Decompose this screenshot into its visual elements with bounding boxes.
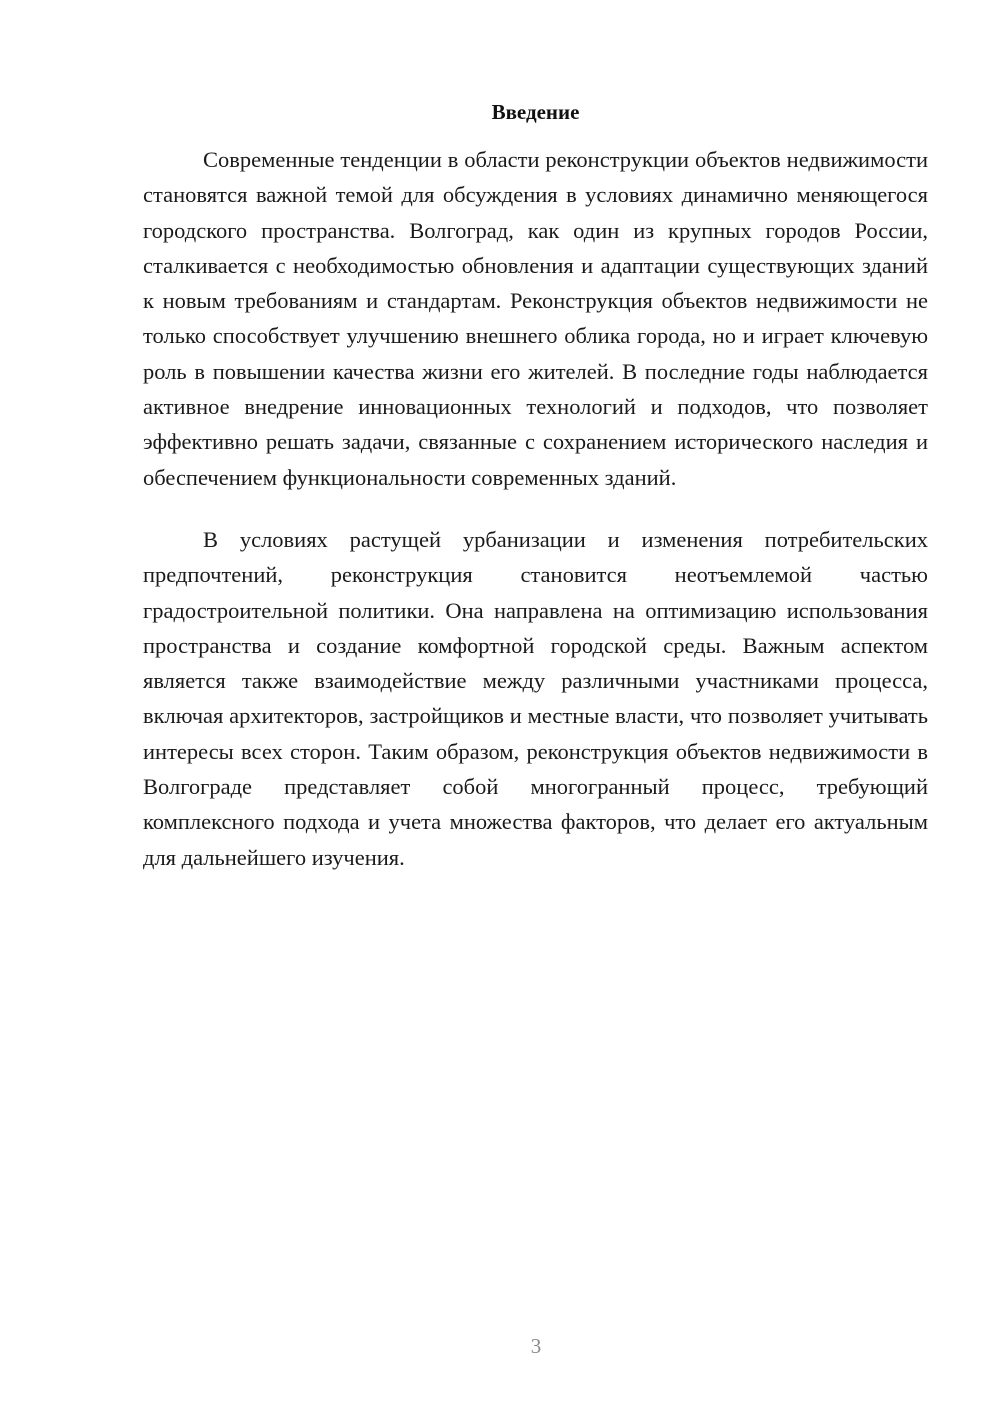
paragraph-2: В условиях растущей урбанизации и изменения потребительских предпочтений, реконструкция становится неотъемлемой частью градостроительной политики. Она направлена на оптимизацию использования пространства и создание комфортной городской среды. Важным аспектом является также взаимодействие между различными участниками процесса, включая архитекторов, застройщиков и местные власти, что позволяет учитывать интересы всех сторон. Таким образом, реконструкция объектов недвижимости в Волгограде представляет собой многогранный процесс, требующий комплексного подхода и учета множества факторов, что делает его актуальным для дальнейшего изучения. — [143, 526, 928, 870]
page-title: Введение — [491, 100, 580, 124]
body-text — [143, 142, 928, 875]
paragraph-1: Современные тенденции в области реконструкции объектов недвижимости становятся важной темой для обсуждения в условиях динамично меняющегося городского пространства. Волгоград, как один из крупных городов России, сталкивается с необходимостью обновления и адаптации существующих зданий к новым требованиям и стандартам. Реконструкция объектов недвижимости не только способствует улучшению внешнего облика города, но и играет ключевую роль в повышении качества жизни его жителей. В последние годы наблюдается активное внедрение инновационных технологий и подходов, что позволяет эффективно решать задачи, связанные с сохранением исторического наследия и обеспечением функциональности современных зданий. — [143, 147, 928, 490]
page-number: 3 — [530, 1334, 542, 1358]
